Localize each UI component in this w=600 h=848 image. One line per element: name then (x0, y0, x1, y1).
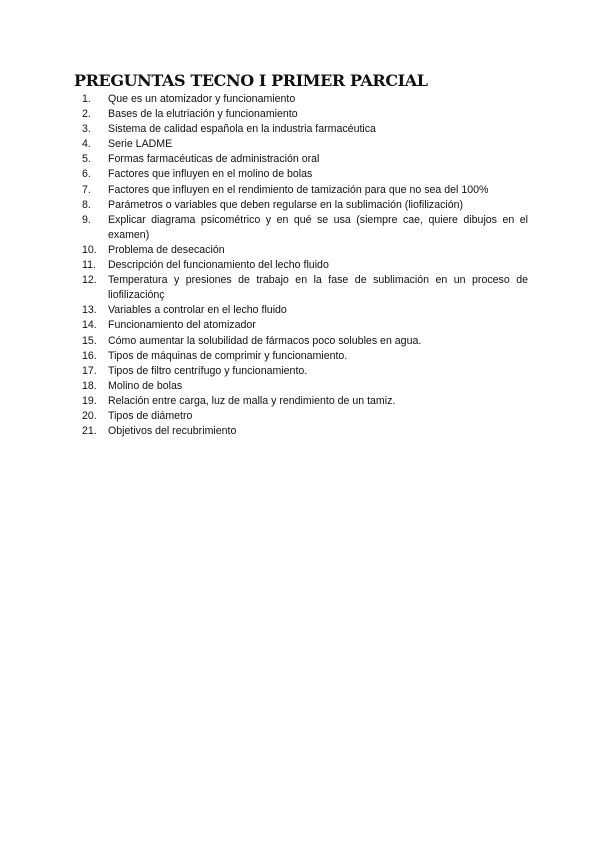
list-item (82, 122, 528, 137)
question-number: 15. (82, 334, 97, 347)
question-text: Relación entre carga, luz de malla y rendimiento de un tamiz. (108, 394, 396, 407)
list-item (82, 213, 528, 243)
question-text: Formas farmacéuticas de administración oral (108, 153, 320, 166)
question-text: Tipos de máquinas de comprimir y funcionamiento. (108, 349, 348, 362)
question-number: 14. (82, 319, 97, 332)
list-item (82, 137, 528, 152)
question-number: 1. (82, 93, 91, 105)
question-number: 10. (82, 243, 97, 256)
question-text: Que es un atomizador y funcionamiento (108, 93, 296, 105)
list-item (82, 198, 528, 213)
question-number: 20. (82, 409, 97, 422)
list-item (82, 167, 528, 182)
question-text: Funcionamiento del atomizador (108, 319, 256, 332)
list-item (82, 273, 528, 303)
list-item (82, 318, 528, 333)
question-number: 7. (82, 183, 91, 196)
question-number: 17. (82, 364, 97, 377)
question-number: 6. (82, 168, 91, 181)
list-item (82, 424, 528, 439)
question-number: 3. (82, 123, 91, 136)
list-item (82, 303, 528, 318)
list-item (82, 364, 528, 379)
list-item (82, 243, 528, 258)
question-number: 4. (82, 138, 91, 151)
question-number: 18. (82, 379, 97, 392)
list-item (82, 379, 528, 394)
question-number: 11. (82, 259, 96, 272)
list-item (82, 409, 528, 424)
question-number: 13. (82, 304, 97, 317)
document-title: PREGUNTAS TECNO I PRIMER PARCIAL (74, 71, 428, 90)
list-item (82, 152, 528, 167)
question-text: Temperatura y presiones de trabajo en la fase de sublimación en un proceso de liofilizaciónç (108, 274, 528, 302)
question-text: Parámetros o variables que deben regularse en la sublimación (liofilización) (108, 198, 464, 211)
question-text: Explicar diagrama psicométrico y en qué se usa (siempre cae, quiere dibujos en el examen) (108, 213, 528, 241)
question-text: Molino de bolas (108, 379, 183, 392)
question-number: 8. (82, 198, 91, 211)
question-text: Tipos de diámetro (108, 409, 193, 422)
question-text: Bases de la elutriación y funcionamiento (108, 108, 298, 121)
question-text: Variables a controlar en el lecho fluido (108, 304, 287, 317)
question-text: Cómo aumentar la solubilidad de fármacos poco solubles en agua. (108, 334, 422, 347)
question-text: Sistema de calidad española en la industria farmacéutica (108, 123, 376, 136)
question-number: 16. (82, 349, 97, 362)
question-number: 19. (82, 394, 97, 407)
question-number: 2. (82, 108, 91, 121)
list-item (82, 349, 528, 364)
question-text: Descripción del funcionamiento del lecho fluido (108, 259, 329, 272)
list-item (82, 107, 528, 122)
question-number: 12. (82, 274, 97, 287)
question-text: Serie LADME (108, 138, 173, 151)
question-text: Factores que influyen en el molino de bolas (108, 168, 313, 181)
question-text: Tipos de filtro centrífugo y funcionamiento. (108, 364, 308, 377)
question-number: 9. (82, 213, 91, 226)
question-number: 5. (82, 153, 91, 166)
list-item (82, 183, 528, 198)
question-text: Objetivos del recubrimiento (108, 425, 237, 438)
list-item (82, 334, 528, 349)
question-text: Problema de desecación (108, 243, 225, 256)
list-item (82, 394, 528, 409)
list-item (82, 92, 528, 107)
question-number: 21. (82, 425, 97, 438)
list-item (82, 258, 528, 273)
question-list (82, 92, 528, 439)
question-text: Factores que influyen en el rendimiento de tamización para que no sea del 100% (108, 183, 489, 196)
